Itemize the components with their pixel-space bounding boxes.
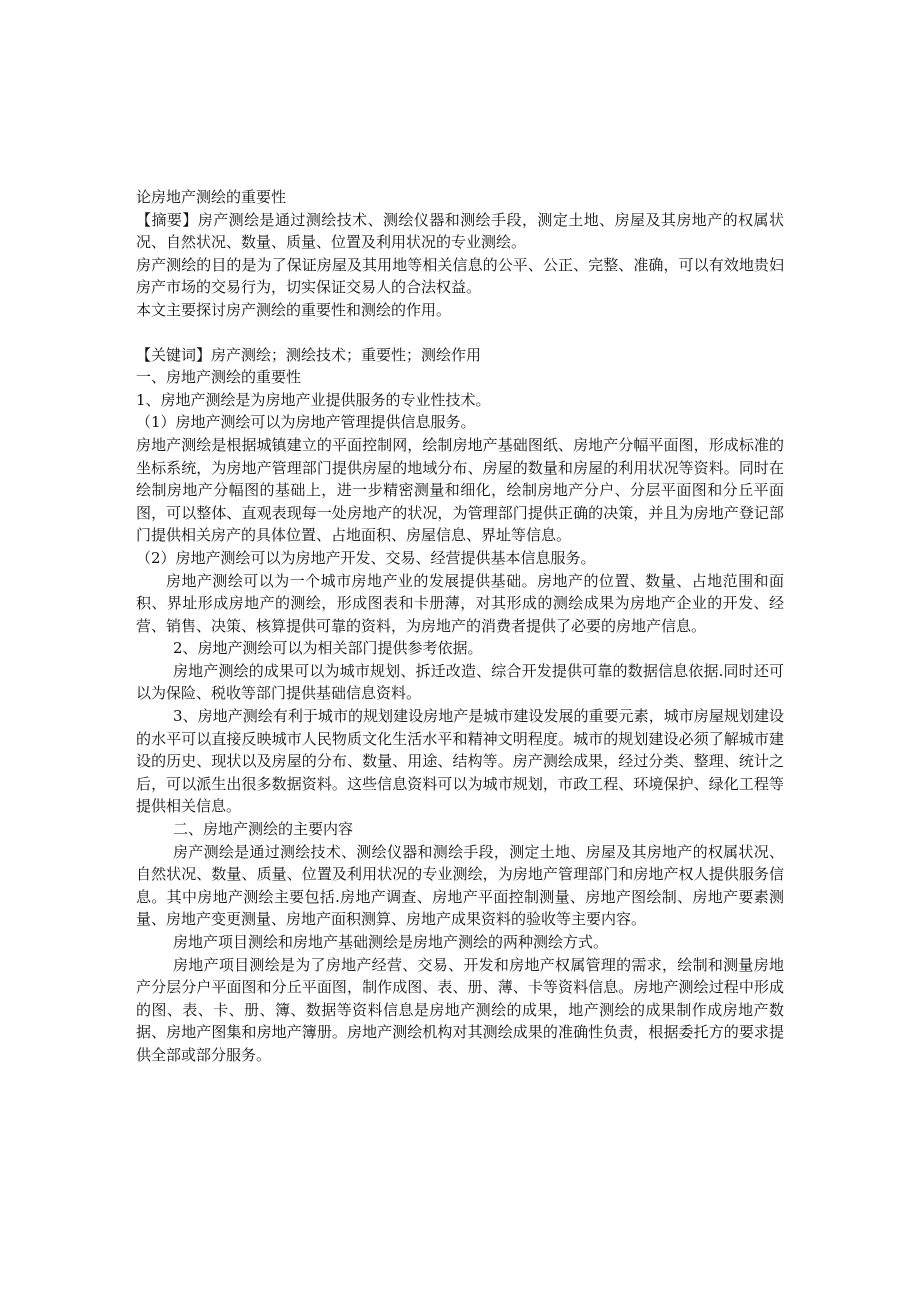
body-paragraph: 房地产测绘可以为一个城市房地产业的发展提供基础。房地产的位置、数量、占地范围和面积、界址形成房地产的测绘，形成图表和卡册薄，对其形成的测绘成果为房地产企业的开发、经营、销售、决策、核算提供可靠的资料，为房地产的消费者提供了必要的房地产信息。 (136, 571, 784, 635)
abstract-scope-paragraph: 本文主要探讨房产测绘的重要性和测绘的作用。 (136, 300, 452, 319)
body-paragraph: 房地产测绘是根据城镇建立的平面控制网，绘制房地产基础图纸、房地产分幅平面图，形成标准的坐标系统，为房地产管理部门提供房屋的地域分布、房屋的数量和房屋的利用状况等资料。同时在绘制房地产分幅图的基础上，进一步精密测量和细化，绘制房地产分户、分层平面图和分丘平面图，可以整体、直观表现每一处房地产的状况，为管理部门提供正确的决策，并且为房地产登记部门提供相关房产的具体位置、占地面积、房屋信息、界址等信息。 (136, 435, 784, 545)
sub-heading-2: （2）房地产测绘可以为房地产开发、交易、经营提供基本信息服务。 (136, 548, 596, 567)
abstract-purpose-paragraph: 房产测绘的目的是为了保证房屋及其用地等相关信息的公平、公正、完整、准确，可以有效地贵妇房产市场的交易行为，切实保证交易人的合法权益。 (136, 255, 784, 297)
body-paragraph: 房地产项目测绘和房地产基础测绘是房地产测绘的两种测绘方式。 (173, 933, 609, 951)
abstract-paragraph: 【摘要】房产测绘是通过测绘技术、测绘仪器和测绘手段，测定土地、房屋及其房地产的权属状况、自然状况、数量、质量、位置及利用状况的专业测绘。 (136, 210, 784, 252)
document-body (136, 186, 784, 1067)
body-paragraph: 房地产项目测绘是为了房地产经营、交易、开发和房地产权属管理的需求，绘制和测量房地产分层分户平面图和分丘平面图，制作成图、表、册、薄、卡等资料信息。房地产测绘过程中形成的图、表、卡、册、簿、数据等资料信息是房地产测绘的成果，地产测绘的成果制作成房地产数据、房地产图集和房地产簿册。房地产测绘机构对其测绘成果的准确性负责，根据委托方的要求提供全部或部分服务。 (136, 955, 784, 1064)
section-heading-importance: 一、房地产测绘的重要性 (136, 368, 302, 387)
document-title: 论房地产测绘的重要性 (136, 188, 287, 206)
keywords-line: 【关键词】房产测绘；测绘技术；重要性；测绘作用 (136, 345, 482, 364)
body-paragraph: 房产测绘是通过测绘技术、测绘仪器和测绘手段，测定土地、房屋及其房地产的权属状况、自然状况、数量、质量、位置及利用状况的专业测绘，为房地产管理部门和房地产权人提供服务信息。其中房地产测绘主要包括.房地产调查、房地产平面控制测量、房地产图绘制、房地产要素测量、房地产变更测量、房地产面积测算、房地产成果资料的验收等主要内容。 (136, 842, 784, 929)
point-heading-1: 1、房地产测绘是为房地产业提供服务的专业性技术。 (136, 390, 491, 409)
body-paragraph: 房地产测绘的成果可以为城市规划、拆迁改造、综合开发提供可靠的数据信息依据.同时还可以为保险、税收等部门提供基础信息资料。 (136, 661, 784, 703)
sub-heading-1: （1）房地产测绘可以为房地产管理提供信息服务。 (136, 413, 476, 432)
blank-line (136, 322, 784, 344)
section-heading-content: 二、房地产测绘的主要内容 (173, 820, 354, 839)
body-paragraph: 3、房地产测绘有利于城市的规划建设房地产是城市建设发展的重要元素，城市房屋规划建设的水平可以直接反映城市人民物质文化生活水平和精神文明程度。城市的规划建设必须了解城市建设的历史、现状以及房屋的分布、数量、用途、结构等。房产测绘成果，经过分类、整理、统计之后，可以派生出很多数据资料。这些信息资料可以为城市规划，市政工程、环境保护、绿化工程等提供相关信息。 (136, 707, 784, 816)
point-heading-2: 2、房地产测绘可以为相关部门提供参考依据。 (173, 639, 483, 658)
